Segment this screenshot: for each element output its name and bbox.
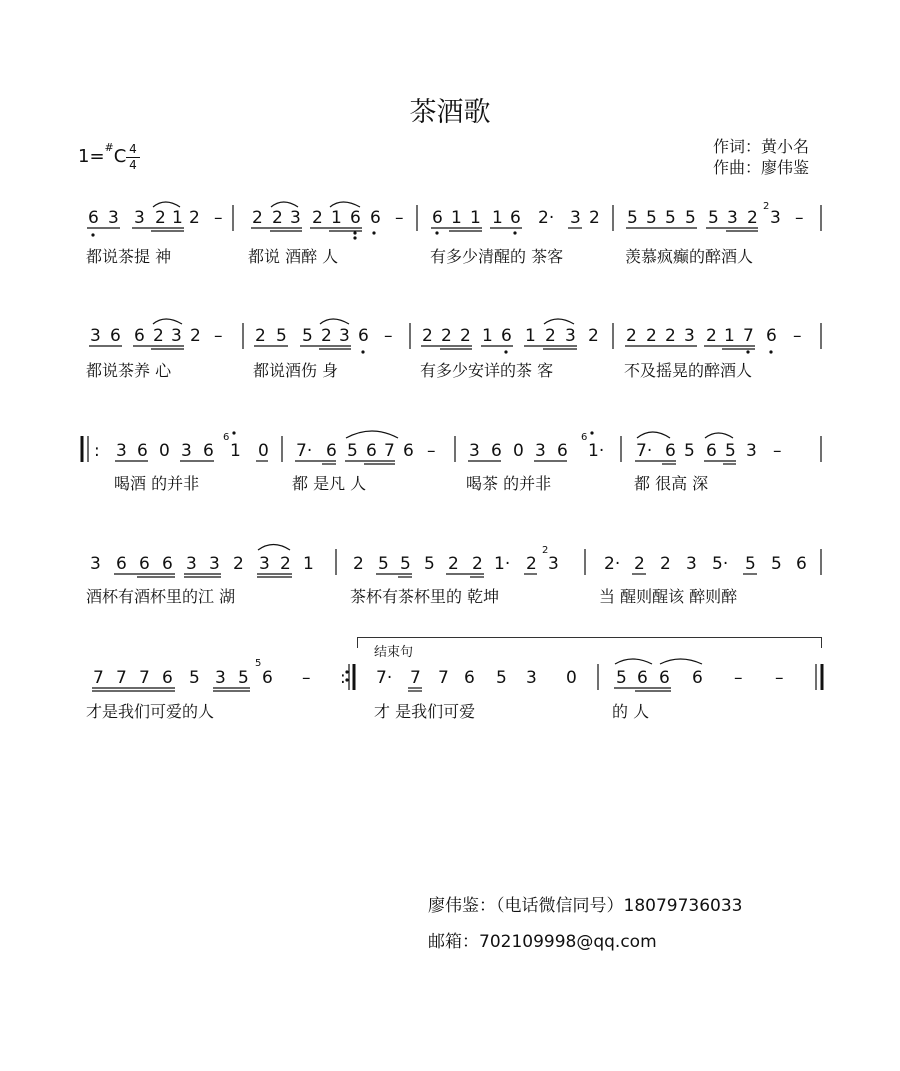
svg-text:2: 2 [763, 201, 770, 212]
svg-text:7: 7 [438, 668, 449, 688]
svg-text:1: 1 [172, 208, 183, 228]
svg-text:3: 3 [686, 554, 697, 574]
svg-text:2: 2 [460, 326, 471, 346]
svg-text:6: 6 [432, 208, 443, 228]
svg-text:5: 5 [708, 208, 719, 228]
svg-text:6: 6 [370, 208, 381, 228]
svg-text:2·: 2· [538, 208, 555, 228]
svg-text:5: 5 [347, 441, 358, 461]
notation-staff-row-3 [0, 420, 900, 520]
svg-text:1: 1 [303, 554, 314, 574]
svg-text:5: 5 [685, 208, 696, 228]
svg-text:6: 6 [326, 441, 337, 461]
svg-text:3: 3 [171, 326, 182, 346]
time-signature-bottom: 4 [129, 158, 137, 172]
svg-text:3: 3 [259, 554, 270, 574]
svg-text:2: 2 [545, 326, 556, 346]
svg-text:5: 5 [725, 441, 736, 461]
svg-text:3: 3 [90, 554, 101, 574]
svg-text:1: 1 [525, 326, 536, 346]
svg-text:–: – [795, 208, 804, 228]
svg-text:6: 6 [88, 208, 99, 228]
svg-text:5: 5 [771, 554, 782, 574]
svg-text:6: 6 [137, 441, 148, 461]
time-signature [126, 143, 140, 172]
svg-text:6: 6 [262, 668, 273, 688]
svg-text:2: 2 [747, 208, 758, 228]
svg-text:6: 6 [116, 554, 127, 574]
song-title: 茶酒歌 [409, 97, 491, 128]
svg-text::: : [340, 668, 346, 688]
svg-text:2: 2 [634, 554, 645, 574]
svg-text:2: 2 [312, 208, 323, 228]
lyric-segment: 才 是我们可爱 [374, 702, 476, 721]
svg-text:2: 2 [626, 326, 637, 346]
svg-text:6: 6 [110, 326, 121, 346]
svg-text:–: – [395, 208, 404, 228]
svg-text:5: 5 [627, 208, 638, 228]
svg-text:5: 5 [189, 668, 200, 688]
svg-text:2: 2 [272, 208, 283, 228]
svg-text:–: – [214, 208, 223, 228]
svg-text:7: 7 [410, 668, 421, 688]
lyric-segment: 都说酒伤 身 [253, 361, 339, 380]
svg-text:2: 2 [155, 208, 166, 228]
svg-text:1: 1 [470, 208, 481, 228]
svg-text:3: 3 [134, 208, 145, 228]
svg-text:7: 7 [384, 441, 395, 461]
svg-text:5·: 5· [712, 554, 729, 574]
svg-text:7·: 7· [296, 441, 313, 461]
svg-text:–: – [384, 326, 393, 346]
svg-text::: : [94, 441, 100, 461]
lyric-segment: 当 醒则醒该 醉则醉 [599, 587, 738, 606]
svg-text:1: 1 [492, 208, 503, 228]
lyric-segment: 都 是凡 人 [292, 474, 367, 493]
svg-text:2: 2 [153, 326, 164, 346]
svg-text:0: 0 [513, 441, 524, 461]
svg-text:6: 6 [464, 668, 475, 688]
svg-text:2: 2 [321, 326, 332, 346]
lyric-segment: 都说茶养 心 [86, 361, 172, 380]
ending-bracket [357, 637, 822, 648]
svg-text:–: – [793, 326, 802, 346]
svg-text:6: 6 [637, 668, 648, 688]
svg-text:1: 1 [724, 326, 735, 346]
svg-text:6: 6 [706, 441, 717, 461]
svg-text:5: 5 [646, 208, 657, 228]
svg-text:7: 7 [116, 668, 127, 688]
svg-text:2: 2 [472, 554, 483, 574]
score-row-4 [0, 535, 900, 635]
svg-text:2: 2 [190, 326, 201, 346]
svg-text:2: 2 [252, 208, 263, 228]
svg-text:6: 6 [403, 441, 414, 461]
svg-text:0: 0 [566, 668, 577, 688]
svg-text:6: 6 [491, 441, 502, 461]
ending-label: 结束句 [374, 645, 414, 660]
svg-text:2: 2 [441, 326, 452, 346]
svg-text:–: – [214, 326, 223, 346]
svg-text:1·: 1· [588, 441, 605, 461]
svg-text:6: 6 [134, 326, 145, 346]
svg-text:2: 2 [706, 326, 717, 346]
svg-text:7·: 7· [636, 441, 653, 461]
svg-text:6: 6 [692, 668, 703, 688]
composer-credit: 作曲：廖伟鉴 [713, 158, 810, 177]
lyric-segment: 酒杯有酒杯里的江 湖 [86, 587, 236, 606]
lyric-segment: 都说茶提 神 [86, 247, 172, 266]
svg-text:2: 2 [255, 326, 266, 346]
svg-text:3: 3 [565, 326, 576, 346]
svg-text:6: 6 [501, 326, 512, 346]
svg-text:1: 1 [482, 326, 493, 346]
contact-phone: 廖伟鉴：（电话微信同号）18079736033 [428, 896, 743, 916]
svg-text:2: 2 [665, 326, 676, 346]
svg-text:–: – [302, 668, 311, 688]
lyric-segment: 喝酒 的并非 [114, 474, 200, 493]
lyric-segment: 都 很高 深 [634, 474, 709, 493]
svg-text:–: – [775, 668, 784, 688]
lyric-segment: 的 人 [612, 702, 650, 721]
svg-text:6: 6 [796, 554, 807, 574]
svg-text:6: 6 [659, 668, 670, 688]
svg-text:3: 3 [290, 208, 301, 228]
svg-text:1·: 1· [494, 554, 511, 574]
svg-text:5: 5 [276, 326, 287, 346]
svg-text:–: – [734, 668, 743, 688]
svg-text:2: 2 [353, 554, 364, 574]
svg-text:5: 5 [496, 668, 507, 688]
svg-text:6: 6 [203, 441, 214, 461]
svg-text:0: 0 [159, 441, 170, 461]
lyricist-credit: 作词：黄小名 [713, 137, 810, 156]
svg-text:6: 6 [510, 208, 521, 228]
svg-text:6: 6 [223, 432, 230, 443]
svg-text:5: 5 [378, 554, 389, 574]
svg-text:3: 3 [746, 441, 757, 461]
svg-text:2·: 2· [604, 554, 621, 574]
svg-text:5: 5 [745, 554, 756, 574]
svg-text:1: 1 [451, 208, 462, 228]
svg-text:3: 3 [215, 668, 226, 688]
svg-text:6: 6 [366, 441, 377, 461]
svg-text:5: 5 [684, 441, 695, 461]
svg-text:1: 1 [331, 208, 342, 228]
svg-text:3: 3 [548, 554, 559, 574]
svg-text:2: 2 [542, 545, 549, 556]
svg-text:3: 3 [116, 441, 127, 461]
lyric-segment: 才是我们可爱的人 [86, 702, 215, 721]
sharp-symbol: # [104, 141, 114, 154]
svg-text:6: 6 [350, 208, 361, 228]
score-row-1 [0, 195, 900, 295]
score-row-2 [0, 308, 900, 408]
svg-text:–: – [427, 441, 436, 461]
svg-text:–: – [773, 441, 782, 461]
lyric-segment: 有多少安详的茶 客 [420, 361, 554, 380]
svg-text:3: 3 [186, 554, 197, 574]
svg-text:7·: 7· [376, 668, 393, 688]
svg-text:2: 2 [589, 208, 600, 228]
svg-text:5: 5 [665, 208, 676, 228]
svg-text:3: 3 [570, 208, 581, 228]
svg-text:3: 3 [535, 441, 546, 461]
svg-text:3: 3 [770, 208, 781, 228]
svg-text:3: 3 [209, 554, 220, 574]
lyric-segment: 茶杯有茶杯里的 乾坤 [350, 587, 500, 606]
svg-text:3: 3 [727, 208, 738, 228]
svg-text:3: 3 [526, 668, 537, 688]
svg-text:6: 6 [557, 441, 568, 461]
svg-text:6: 6 [766, 326, 777, 346]
lyric-segment: 羡慕疯癫的醉酒人 [625, 247, 754, 266]
svg-text:3: 3 [108, 208, 119, 228]
svg-text:7: 7 [93, 668, 104, 688]
score-row-5 [0, 650, 900, 750]
key-letter: C [113, 146, 127, 167]
svg-text:5: 5 [400, 554, 411, 574]
lyric-segment: 有多少清醒的 茶客 [430, 247, 564, 266]
svg-text:2: 2 [280, 554, 291, 574]
svg-text:6: 6 [358, 326, 369, 346]
time-signature-top: 4 [129, 142, 137, 156]
svg-text:0: 0 [258, 441, 269, 461]
svg-text:5: 5 [238, 668, 249, 688]
svg-text:5: 5 [424, 554, 435, 574]
svg-text:5: 5 [616, 668, 627, 688]
svg-text:2: 2 [588, 326, 599, 346]
svg-text:3: 3 [90, 326, 101, 346]
svg-text:2: 2 [526, 554, 537, 574]
svg-text:3: 3 [181, 441, 192, 461]
svg-text:6: 6 [665, 441, 676, 461]
key-signature [78, 141, 127, 167]
svg-text:2: 2 [233, 554, 244, 574]
key-prefix: 1= [78, 146, 105, 167]
score-row-3 [0, 420, 900, 520]
svg-text:1: 1 [230, 441, 241, 461]
svg-text:2: 2 [448, 554, 459, 574]
contact-email: 邮箱：702109998@qq.com [428, 932, 657, 952]
lyric-segment: 喝茶 的并非 [466, 474, 552, 493]
svg-text:6: 6 [139, 554, 150, 574]
svg-text:2: 2 [422, 326, 433, 346]
svg-text:3: 3 [684, 326, 695, 346]
svg-text:7: 7 [139, 668, 150, 688]
svg-text:6: 6 [162, 554, 173, 574]
svg-text:6: 6 [581, 432, 588, 443]
svg-text:2: 2 [189, 208, 200, 228]
svg-text:3: 3 [469, 441, 480, 461]
svg-text:6: 6 [162, 668, 173, 688]
svg-text:3: 3 [339, 326, 350, 346]
lyric-segment: 都说 酒醉 人 [248, 247, 339, 266]
svg-text:7: 7 [743, 326, 754, 346]
lyric-segment: 不及摇晃的醉酒人 [624, 361, 753, 380]
svg-text:2: 2 [646, 326, 657, 346]
svg-text:5: 5 [302, 326, 313, 346]
svg-text:2: 2 [660, 554, 671, 574]
svg-text:5: 5 [255, 658, 262, 669]
